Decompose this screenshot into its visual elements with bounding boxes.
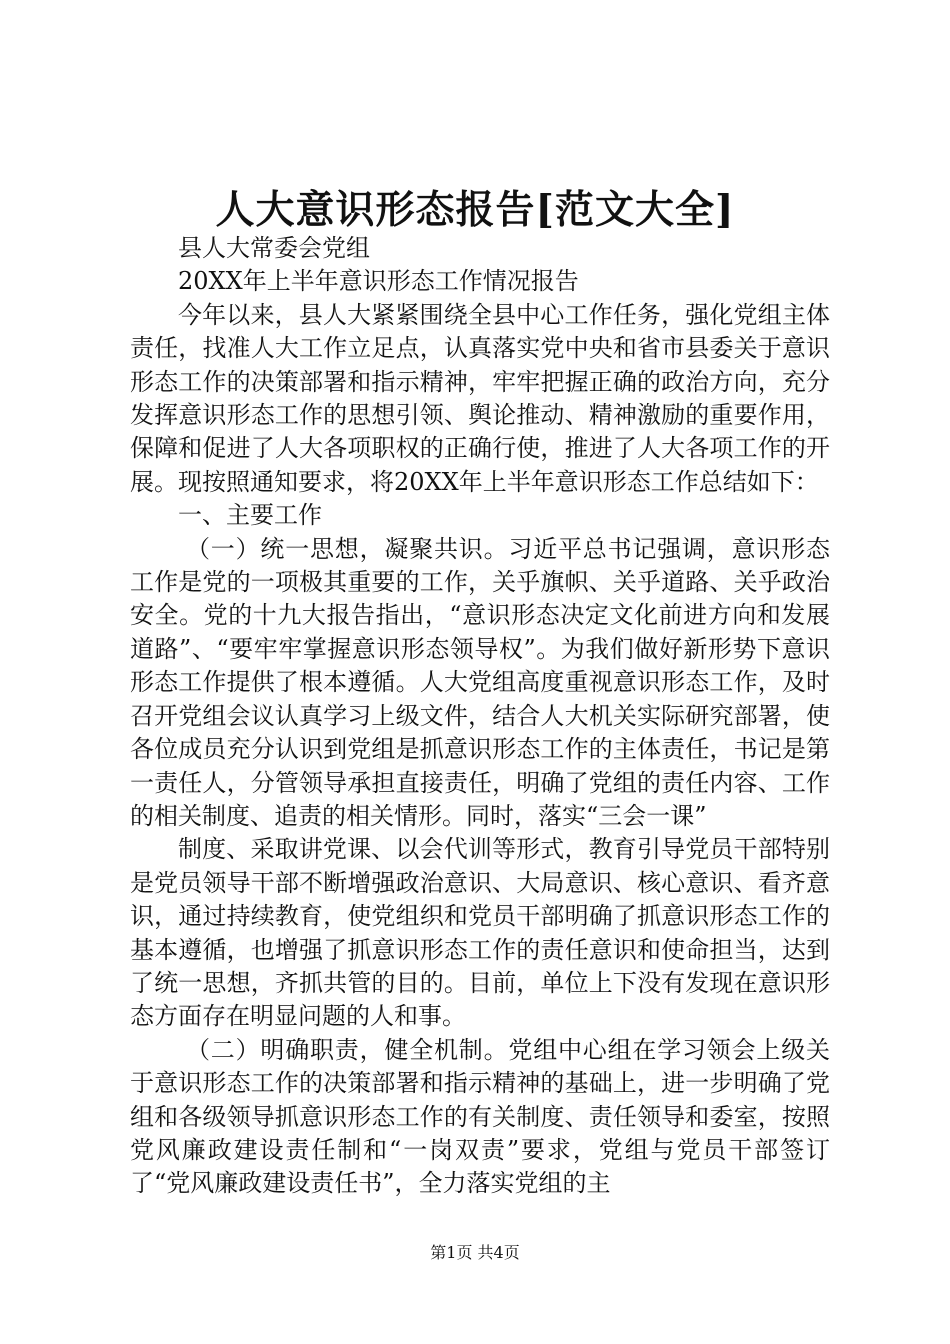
page-footer: 第1页 共4页: [430, 1243, 520, 1262]
paragraph-intro: 今年以来，县人大紧紧围绕全县中心工作任务，强化党组主体责任，找准人大工作立足点，认真落实党中央和省市县委关于意识形态工作的决策部署和指示精神，牢牢把握正确的政治方向，充分发挥意识形态工作的思想引领、舆论推动、精神激励的重要作用，保障和促进了人大各项职权的正确行使，推进了人大各项工作的开展。现按照通知要求，将20XX年上半年意识形态工作总结如下：: [130, 300, 830, 496]
paragraph-item-1-cont: 制度、采取讲党课、以会代训等形式，教育引导党员干部特别是党员领导干部不断增强政治意识、大局意识、核心意识、看齐意识，通过持续教育，使党组织和党员干部明确了抓意识形态工作的基本遵循，也增强了抓意识形态工作的责任意识和使命担当，达到了统一思想，齐抓共管的目的。目前，单位上下没有发现在意识形态方面存在明显问题的人和事。: [130, 835, 830, 1031]
paragraph-item-2: （二）明确职责，健全机制。党组中心组在学习领会上级关于意识形态工作的决策部署和指示精神的基础上，进一步明确了党组和各级领导抓意识形态工作的有关制度、责任领导和委室，按照党风廉政建设责任制和“一岗双责”要求，党组与党员干部签订了“党风廉政建设责任书”，全力落实党组的主: [130, 1035, 830, 1198]
document-title: 人大意识形态报告[范文大全]: [215, 187, 735, 233]
paragraph-item-1: （一）统一思想，凝聚共识。习近平总书记强调，意识形态工作是党的一项极其重要的工作，关乎旗帜、关乎道路、关乎政治安全。党的十九大报告指出，“意识形态决定文化前进方向和发展道路”、“要牢牢掌握意识形态领导权”。为我们做好新形势下意识形态工作提供了根本遵循。人大党组高度重视意识形态工作，及时召开党组会议认真学习上级文件，结合人大机关实际研究部署，使各位成员充分认识到党组是抓意识形态工作的主体责任，书记是第一责任人，分管领导承担直接责任，明确了党组的责任内容、工作的相关制度、追责的相关情形。同时，落实“三会一课”: [130, 534, 830, 830]
paragraph-report-title: 20XX年上半年意识形态工作情况报告: [178, 267, 579, 296]
paragraph-org: 县人大常委会党组: [178, 234, 370, 262]
document-body: [130, 232, 830, 1201]
section-heading-main-work: 一、主要工作: [178, 501, 322, 530]
